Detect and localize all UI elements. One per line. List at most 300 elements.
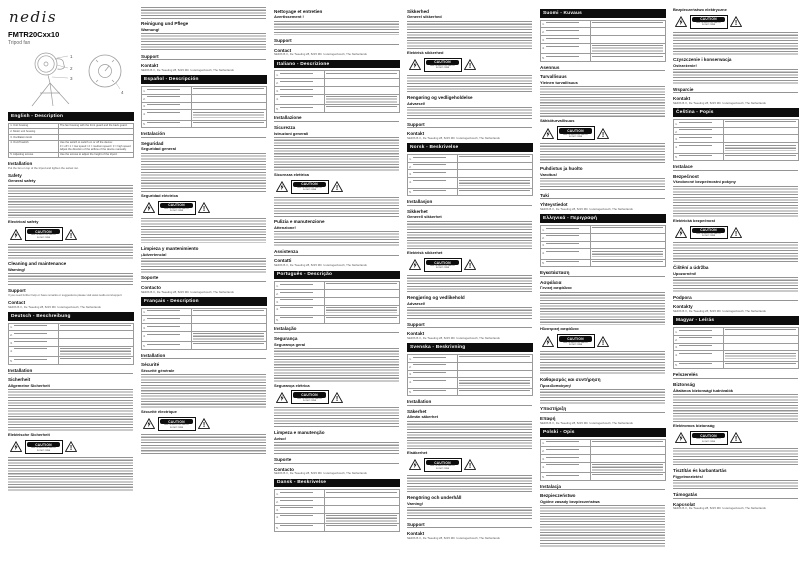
part-name-cell bbox=[541, 226, 591, 234]
part-number: 5. bbox=[542, 57, 545, 61]
description-table bbox=[540, 439, 666, 481]
part-name-text bbox=[413, 190, 445, 191]
part-number: 1. bbox=[675, 122, 678, 126]
description-text bbox=[459, 190, 530, 191]
part-name-text bbox=[679, 122, 711, 123]
electric-shock-warning-icon bbox=[276, 181, 288, 192]
part-description-cell bbox=[590, 447, 665, 455]
body-text-block bbox=[407, 107, 532, 119]
caution-box bbox=[557, 126, 595, 140]
contact-address: NEDIS B.V., De Tweeling 28, 5215 MC 's-Hertogenbosch, The Netherlands bbox=[673, 506, 766, 511]
part-description-cell bbox=[457, 178, 532, 188]
description-text bbox=[725, 145, 796, 152]
part-description-cell bbox=[191, 316, 266, 324]
general-warning-icon bbox=[464, 459, 476, 470]
description-text bbox=[193, 310, 264, 311]
part-description-cell bbox=[324, 490, 399, 498]
part-name-cell bbox=[142, 331, 192, 341]
svg-text:1: 1 bbox=[70, 54, 73, 59]
body-text-block bbox=[407, 475, 532, 493]
contact-address: NEDIS B.V., De Tweeling 28, 5215 MC 's-Hertogenbosch, The Netherlands bbox=[540, 207, 633, 212]
svg-text:!: ! bbox=[601, 131, 605, 139]
body-text-block bbox=[407, 205, 532, 206]
part-name-text bbox=[147, 104, 179, 105]
part-number: 5. bbox=[10, 360, 13, 364]
body-text-block bbox=[540, 70, 665, 71]
part-name-cell bbox=[142, 120, 192, 128]
part-number: 2. bbox=[409, 165, 412, 169]
part-description-cell bbox=[590, 54, 665, 62]
section-heading: Instalação bbox=[274, 326, 297, 332]
section-heading: Επαφή bbox=[540, 415, 556, 421]
body-text-block bbox=[141, 137, 266, 138]
body-text-block bbox=[141, 7, 266, 19]
description-table bbox=[8, 323, 134, 365]
part-name-text bbox=[546, 235, 578, 236]
part-description-cell bbox=[324, 305, 399, 315]
caution-subline: RISK OF ELECTRIC SHOCK bbox=[164, 424, 189, 427]
part-number: 3. bbox=[143, 105, 146, 109]
contact-address: NEDIS B.V., De Tweeling 28, 5215 MC 's-Hertogenbosch, The Netherlands bbox=[141, 68, 234, 73]
table-row bbox=[541, 233, 666, 241]
svg-text:!: ! bbox=[468, 63, 472, 71]
subsection-heading: Advarsel! bbox=[407, 300, 426, 306]
subsection-heading: Electrical safety bbox=[8, 219, 39, 225]
table-row bbox=[408, 354, 533, 362]
body-text-block bbox=[274, 197, 399, 217]
description-text bbox=[326, 283, 397, 284]
section-heading: Contacto bbox=[141, 284, 161, 290]
caution-label: CAUTION bbox=[426, 460, 459, 465]
empty-cell bbox=[592, 456, 664, 459]
table-row bbox=[275, 513, 400, 523]
part-name-cell bbox=[275, 498, 325, 506]
part-number: 3. bbox=[542, 39, 545, 43]
part-number: 2. bbox=[542, 31, 545, 35]
body-text-block bbox=[407, 75, 532, 93]
empty-cell bbox=[725, 136, 797, 139]
body-text-block bbox=[540, 198, 665, 199]
body-text-block bbox=[673, 69, 798, 84]
section-heading: Installation bbox=[407, 398, 432, 404]
description-table bbox=[141, 308, 267, 350]
caution-notice bbox=[10, 440, 134, 454]
section-heading: Kapcsolat bbox=[673, 501, 695, 507]
part-name-cell bbox=[275, 289, 325, 297]
caution-subline: DO NOT OPEN bbox=[701, 440, 716, 443]
section-heading: Sicurezza bbox=[274, 125, 296, 131]
part-name-cell bbox=[142, 308, 192, 316]
part-name-cell: 3. Oscillation knob bbox=[9, 134, 59, 140]
subsection-heading: Segurança geral bbox=[274, 341, 306, 347]
part-number: 3. bbox=[675, 346, 678, 350]
part-name-text bbox=[14, 325, 46, 326]
body-text-block bbox=[407, 527, 532, 528]
part-name-cell bbox=[541, 54, 591, 62]
part-name-cell bbox=[541, 439, 591, 447]
section-heading: Bezpieczeństwo bbox=[540, 493, 576, 499]
description-text bbox=[592, 56, 663, 57]
part-name-text bbox=[413, 390, 445, 391]
part-name-text bbox=[546, 251, 578, 252]
section-heading: Kontakt bbox=[407, 131, 425, 137]
part-name-cell bbox=[9, 339, 59, 347]
part-description-cell bbox=[723, 153, 798, 161]
table-row bbox=[275, 71, 400, 79]
part-number: 5. bbox=[409, 391, 412, 395]
part-name-cell bbox=[142, 102, 192, 110]
table-row bbox=[541, 473, 666, 481]
table-row bbox=[674, 153, 799, 161]
body-text-block bbox=[141, 374, 266, 408]
part-number: 2. bbox=[542, 236, 545, 240]
caution-box bbox=[291, 390, 329, 404]
body-text-block bbox=[540, 178, 665, 190]
description-text bbox=[592, 474, 663, 475]
part-name-cell bbox=[275, 490, 325, 498]
part-name-text bbox=[14, 359, 46, 360]
part-name-text bbox=[413, 357, 445, 358]
section-heading: Asennus bbox=[540, 64, 560, 70]
part-number: 3. bbox=[409, 173, 412, 177]
subsection-heading: Sähköturvallisuus bbox=[540, 118, 575, 124]
section-heading: Rengøring og vedligeholdelse bbox=[407, 94, 473, 100]
part-name-cell bbox=[275, 315, 325, 323]
part-number: 1. bbox=[10, 326, 13, 330]
body-text-block bbox=[274, 21, 399, 36]
section-heading: Instalacja bbox=[540, 483, 561, 489]
part-name-text bbox=[546, 46, 578, 47]
electric-shock-warning-icon bbox=[143, 202, 155, 213]
manual-column-4 bbox=[407, 6, 533, 549]
subsection-heading: Všeobecné bezpečnostní pokyny bbox=[673, 179, 736, 185]
table-row bbox=[541, 249, 666, 259]
contact-address: NEDIS B.V., De Tweeling 28, 5215 MC 's-Hertogenbosch, The Netherlands bbox=[141, 289, 234, 294]
part-number: 4. bbox=[143, 334, 146, 338]
table-row bbox=[541, 259, 666, 267]
empty-cell bbox=[592, 29, 664, 32]
section-heading: Puhdistus ja huolto bbox=[540, 165, 583, 171]
caution-box bbox=[25, 227, 63, 241]
section-heading: Sicherheit bbox=[8, 377, 31, 383]
part-name-text bbox=[546, 475, 578, 476]
manual-column-1 bbox=[8, 6, 134, 549]
description-text bbox=[725, 329, 796, 330]
body-text-block bbox=[274, 348, 399, 382]
part-description-cell bbox=[457, 370, 532, 378]
electric-shock-warning-icon bbox=[675, 432, 687, 443]
table-row bbox=[674, 143, 799, 153]
description-text bbox=[592, 251, 663, 258]
body-text-block bbox=[274, 463, 399, 464]
part-name-cell bbox=[674, 361, 724, 369]
part-name-text bbox=[546, 243, 578, 244]
general-warning-icon bbox=[331, 181, 343, 192]
table-row bbox=[9, 140, 134, 152]
empty-cell bbox=[592, 448, 664, 451]
caution-box bbox=[424, 58, 462, 72]
part-name-text bbox=[14, 341, 46, 342]
part-name-cell bbox=[541, 28, 591, 36]
empty-cell bbox=[193, 103, 265, 106]
part-name-text bbox=[679, 137, 711, 138]
general-warning-icon bbox=[597, 336, 609, 347]
caution-label: CAUTION bbox=[426, 60, 459, 65]
part-name-cell bbox=[9, 331, 59, 339]
table-row bbox=[541, 241, 666, 249]
general-warning-icon bbox=[198, 202, 210, 213]
part-description-cell bbox=[457, 170, 532, 178]
empty-cell bbox=[193, 317, 265, 320]
part-name-cell bbox=[9, 357, 59, 365]
description-text bbox=[60, 358, 131, 359]
part-description-cell bbox=[58, 152, 133, 158]
part-number: 4. bbox=[675, 354, 678, 358]
part-name-cell bbox=[541, 241, 591, 249]
part-number: 4. bbox=[143, 113, 146, 117]
body-text-block bbox=[407, 127, 532, 128]
part-name-cell bbox=[275, 513, 325, 523]
part-number: 1. bbox=[409, 357, 412, 361]
part-name-text bbox=[413, 380, 445, 381]
table-row bbox=[408, 378, 533, 388]
section-heading: Kontakty bbox=[673, 304, 693, 310]
caution-notice bbox=[10, 227, 134, 241]
part-name-text bbox=[546, 457, 578, 458]
description-table bbox=[673, 119, 799, 161]
table-row bbox=[408, 362, 533, 370]
subsection-heading: Varoitus! bbox=[540, 171, 558, 177]
part-description-cell bbox=[191, 94, 266, 102]
part-name-cell bbox=[275, 104, 325, 112]
description-table bbox=[8, 123, 134, 159]
part-number: 3. bbox=[143, 327, 146, 331]
part-name-text bbox=[280, 81, 312, 82]
part-name-text bbox=[679, 363, 711, 364]
table-row bbox=[275, 94, 400, 104]
empty-cell bbox=[326, 291, 398, 294]
description-text bbox=[326, 525, 397, 526]
part-number: 4. bbox=[409, 181, 412, 185]
body-text-block bbox=[141, 434, 266, 454]
body-text-block bbox=[540, 292, 665, 326]
part-description-cell bbox=[723, 119, 798, 127]
body-text-block bbox=[673, 378, 798, 379]
body-text-block bbox=[141, 281, 266, 282]
part-name-cell bbox=[674, 351, 724, 361]
part-description-cell bbox=[324, 104, 399, 112]
part-number: 3. bbox=[276, 508, 279, 512]
part-name-text bbox=[14, 333, 46, 334]
caution-subline: RISK OF ELECTRIC SHOCK bbox=[563, 341, 588, 344]
caution-subline: DO NOT OPEN bbox=[169, 426, 184, 429]
table-row bbox=[541, 462, 666, 472]
part-name-text bbox=[546, 464, 578, 465]
part-name-cell bbox=[275, 79, 325, 87]
description-text bbox=[193, 88, 264, 89]
caution-notice bbox=[276, 390, 400, 404]
part-description-cell bbox=[324, 505, 399, 513]
part-description-cell bbox=[457, 162, 532, 170]
part-number: 1. bbox=[276, 74, 279, 78]
part-name-text bbox=[147, 326, 179, 327]
section-heading: Sikkerhed bbox=[407, 8, 429, 14]
body-text-block bbox=[407, 421, 532, 449]
part-description-cell bbox=[58, 346, 133, 356]
description-text bbox=[459, 156, 530, 157]
table-row bbox=[541, 54, 666, 62]
part-name-text bbox=[280, 317, 312, 318]
description-text bbox=[592, 441, 663, 442]
part-description-cell bbox=[590, 249, 665, 259]
empty-cell bbox=[326, 499, 398, 502]
empty-cell bbox=[459, 164, 531, 167]
contact-address: NEDIS B.V., De Tweeling 28, 5215 MC 's-Hertogenbosch, The Netherlands bbox=[540, 420, 633, 425]
subsection-heading: Sicurezza elettrica bbox=[274, 171, 309, 177]
description-line: The fan housing with the front guard and the back guard. bbox=[59, 124, 128, 128]
section-heading: Soporte bbox=[141, 275, 159, 281]
table-row bbox=[275, 297, 400, 305]
part-name-text bbox=[14, 348, 46, 349]
section-heading: Rengöring och underhåll bbox=[407, 494, 462, 500]
description-text bbox=[592, 227, 663, 228]
part-description-cell bbox=[324, 79, 399, 87]
table-row bbox=[674, 343, 799, 351]
svg-text:!: ! bbox=[468, 263, 472, 271]
language-section-header: Polski - Opis bbox=[540, 428, 666, 437]
tripod-fan-drawing bbox=[8, 49, 134, 109]
body-text-block bbox=[8, 457, 133, 491]
table-row bbox=[408, 162, 533, 170]
electric-shock-warning-icon bbox=[675, 227, 687, 238]
part-number: 4. bbox=[10, 349, 13, 353]
body-text-block bbox=[8, 389, 133, 431]
body-text-block bbox=[141, 258, 266, 273]
table-row bbox=[541, 36, 666, 44]
part-name-text bbox=[546, 261, 578, 262]
caution-label: CAUTION bbox=[559, 336, 592, 341]
section-heading: Čištění a údržba bbox=[673, 265, 709, 271]
part-name-cell bbox=[275, 505, 325, 513]
part-description-cell bbox=[590, 36, 665, 44]
section-heading: Kontakt bbox=[407, 531, 425, 537]
empty-cell bbox=[725, 337, 797, 340]
caution-label: CAUTION bbox=[293, 392, 326, 397]
caution-box bbox=[424, 258, 462, 272]
part-name-cell bbox=[541, 455, 591, 463]
part-description-cell bbox=[590, 20, 665, 28]
part-name-cell bbox=[9, 323, 59, 331]
section-heading: Contact bbox=[274, 47, 292, 53]
subsection-heading: Seguridad eléctrica bbox=[141, 192, 178, 198]
caution-notice bbox=[675, 226, 799, 240]
part-number: 5. bbox=[143, 345, 146, 349]
language-section-header: Suomi - Kuvaus bbox=[540, 9, 666, 18]
general-warning-icon bbox=[464, 59, 476, 70]
body-text-block bbox=[673, 170, 798, 171]
electric-shock-warning-icon bbox=[10, 441, 22, 452]
section-heading: Seguridad bbox=[141, 140, 164, 146]
caution-subline: RISK OF ELECTRIC SHOCK bbox=[563, 133, 588, 136]
part-name-cell bbox=[408, 354, 458, 362]
body-text-block bbox=[540, 412, 665, 413]
description-text bbox=[725, 121, 796, 122]
electric-shock-warning-icon bbox=[409, 59, 421, 70]
part-description-cell bbox=[58, 331, 133, 339]
caution-box bbox=[424, 458, 462, 472]
part-name-cell bbox=[541, 447, 591, 455]
part-name-cell bbox=[541, 36, 591, 44]
caution-subline: RISK OF ELECTRIC SHOCK bbox=[31, 447, 56, 450]
svg-text:!: ! bbox=[69, 445, 73, 453]
body-text-block bbox=[407, 405, 532, 406]
part-number: 3. bbox=[542, 244, 545, 248]
description-text bbox=[459, 356, 530, 357]
caution-notice bbox=[276, 180, 400, 194]
description-line: Use the switch to switch on or off the device: bbox=[59, 141, 113, 145]
part-name-text bbox=[147, 318, 179, 319]
electric-shock-warning-icon bbox=[10, 229, 22, 240]
table-row bbox=[142, 308, 267, 316]
table-row bbox=[275, 305, 400, 315]
empty-cell bbox=[592, 37, 664, 40]
section-heading: Tisztítás és karbantartás bbox=[673, 467, 727, 473]
part-number: 4. bbox=[276, 308, 279, 312]
caution-notice bbox=[143, 201, 267, 215]
part-name-cell bbox=[275, 94, 325, 104]
part-description-cell bbox=[457, 154, 532, 162]
table-row bbox=[275, 315, 400, 323]
description-table bbox=[274, 281, 400, 323]
language-section-header: Magyar - Leírás bbox=[673, 316, 799, 325]
table-row bbox=[408, 388, 533, 396]
part-name-cell bbox=[674, 127, 724, 135]
body-text-block bbox=[673, 300, 798, 301]
caution-notice bbox=[675, 15, 799, 29]
empty-cell bbox=[326, 88, 398, 91]
table-row bbox=[9, 357, 134, 365]
part-number: 4. bbox=[675, 146, 678, 150]
part-name-text bbox=[546, 441, 578, 442]
table-row bbox=[674, 361, 799, 369]
part-description-cell bbox=[324, 315, 399, 323]
body-text-block bbox=[407, 327, 532, 328]
body-text-line: If you need further help or have remarks or suggestions please visit www.nedis.com/support bbox=[8, 292, 122, 297]
part-description-cell bbox=[191, 102, 266, 110]
section-heading: Wsparcie bbox=[673, 86, 694, 92]
description-line: 0 = off / 1 = low speed / 2 = medium speed / 3 = high speed bbox=[59, 144, 131, 148]
body-text-block bbox=[407, 307, 532, 319]
caution-notice bbox=[542, 334, 666, 348]
body-text-line: Put the fan on top of the tripod and tighten the swivel nut. bbox=[8, 165, 79, 170]
part-description-cell bbox=[324, 513, 399, 523]
caution-notice bbox=[143, 417, 267, 431]
part-name-text bbox=[147, 334, 179, 335]
svg-text:!: ! bbox=[69, 232, 73, 240]
description-table bbox=[673, 327, 799, 369]
part-number: 4. bbox=[409, 381, 412, 385]
description-line: Adjust the direction of the airflow of the device manually. bbox=[59, 147, 127, 151]
body-text-block bbox=[673, 498, 798, 499]
subsection-heading: Varning! bbox=[407, 500, 424, 506]
part-name-text bbox=[546, 22, 578, 23]
section-heading: Εγκατάσταση bbox=[540, 270, 570, 275]
table-row bbox=[275, 79, 400, 87]
part-number: 5. bbox=[276, 318, 279, 322]
table-row bbox=[541, 20, 666, 28]
section-heading: Cleaning and maintenance bbox=[8, 261, 67, 267]
body-text-block bbox=[274, 44, 399, 45]
